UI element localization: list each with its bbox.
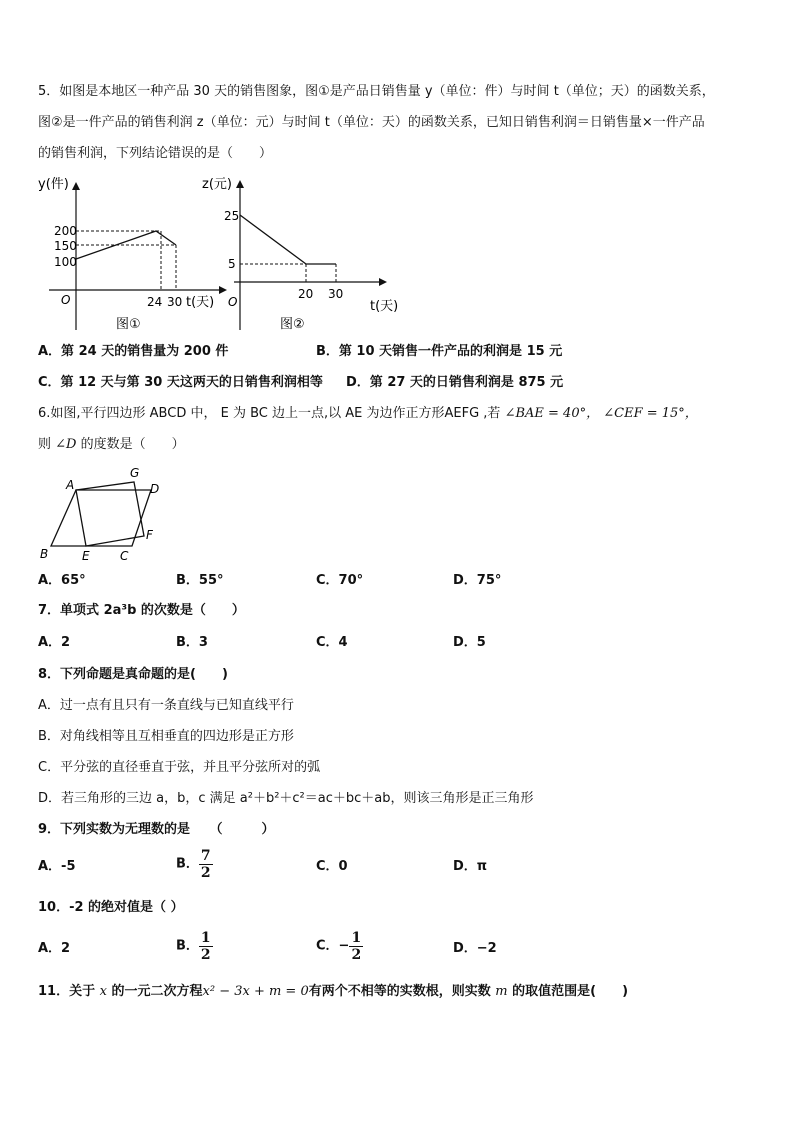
fraction-numerator: 7 bbox=[200, 848, 211, 864]
chart2-ytick-25: 25 bbox=[224, 209, 240, 223]
label-f: F bbox=[146, 528, 153, 542]
label-c: C bbox=[120, 549, 129, 563]
q5-option-a: A．第 24 天的销售量为 200 件 bbox=[38, 344, 229, 359]
q6-option-a: A．65° bbox=[38, 573, 86, 588]
q8-stem: 8．下列命题是真命题的是( ) bbox=[38, 667, 228, 682]
chart2-origin: O bbox=[228, 295, 238, 309]
q11-text-b: 的一元二次方程 bbox=[111, 984, 203, 999]
chart1-caption: 图① bbox=[116, 317, 141, 332]
q9-option-b-fraction bbox=[199, 848, 213, 881]
chart2-ytick-5: 5 bbox=[228, 257, 236, 271]
chart1 bbox=[38, 177, 227, 332]
q7-stem: 7．单项式 2a³b 的次数是（ ） bbox=[38, 603, 245, 618]
q5-stem-line3: 的销售利润，下列结论错误的是（ ） bbox=[38, 146, 273, 161]
q6-stem-text: 6.如图,平行四边形 ABCD 中， E 为 BC 边上一点,以 AE 为边作正方形AEFG ,若 bbox=[38, 406, 501, 421]
q10-option-c bbox=[316, 930, 363, 963]
chart2-y-arrow bbox=[236, 180, 244, 188]
chart1-ylabel: y(件) bbox=[38, 177, 69, 192]
q7-option-b: B．3 bbox=[176, 635, 208, 650]
q6-angle-cef: ∠CEF = 15°， bbox=[603, 406, 698, 421]
label-a: A bbox=[66, 478, 75, 492]
q5-option-c: C．第 12 天与第 30 天这两天的日销售利润相等 bbox=[38, 375, 323, 390]
q6-figure bbox=[36, 464, 166, 564]
q10-option-b-label: B． bbox=[176, 938, 199, 954]
chart1-xtick-24: 24 bbox=[147, 295, 163, 309]
q8-option-c: C．平分弦的直径垂直于弦，并且平分弦所对的弧 bbox=[38, 760, 321, 775]
q11-stem bbox=[38, 982, 628, 1002]
q6-stem-line1 bbox=[38, 404, 698, 424]
chart1-ytick-150: 150 bbox=[54, 239, 77, 253]
q7-option-d: D．5 bbox=[453, 635, 486, 650]
q7-option-c: C．4 bbox=[316, 635, 348, 650]
q10-option-b-fraction bbox=[199, 930, 213, 963]
label-b: B bbox=[40, 547, 49, 561]
q8-option-a: A．过一点有且只有一条直线与已知直线平行 bbox=[38, 698, 294, 713]
chart2-xlabel: t(天) bbox=[370, 299, 399, 314]
q9-stem: 9．下列实数为无理数的是 （ ） bbox=[38, 822, 275, 837]
q6-stem-line2 bbox=[38, 435, 185, 455]
q6-option-b: B．55° bbox=[176, 573, 224, 588]
chart2-series-line bbox=[240, 215, 336, 264]
chart2-x-arrow bbox=[379, 278, 387, 286]
chart2-xtick-30: 30 bbox=[328, 287, 344, 301]
q11-equation: x² − 3x + m = 0 bbox=[202, 984, 309, 999]
q10-option-c-fraction bbox=[349, 930, 363, 963]
q5-option-d: D．第 27 天的日销售利润是 875 元 bbox=[346, 375, 564, 390]
q10-option-b bbox=[176, 930, 213, 963]
q11-var-m: m bbox=[495, 984, 508, 999]
q6-option-d: D．75° bbox=[453, 573, 502, 588]
chart2-caption: 图② bbox=[280, 317, 305, 332]
chart1-ytick-200: 200 bbox=[54, 224, 77, 238]
chart2 bbox=[202, 177, 398, 332]
chart1-origin: O bbox=[61, 293, 71, 307]
q10-option-a: A．2 bbox=[38, 941, 71, 956]
fraction-denominator: 2 bbox=[200, 865, 211, 881]
q5-option-b: B．第 10 天销售一件产品的利润是 15 元 bbox=[316, 344, 563, 359]
q6-stem-text3: 的度数是（ ） bbox=[80, 437, 185, 452]
q5-figure bbox=[34, 170, 414, 335]
chart2-ylabel: z(元) bbox=[202, 177, 232, 192]
fraction-numerator: 1 bbox=[200, 930, 211, 946]
q9-option-b bbox=[176, 848, 213, 881]
q8-option-b: B．对角线相等且互相垂直的四边形是正方形 bbox=[38, 729, 294, 744]
q10-option-d: D．−2 bbox=[453, 941, 497, 956]
q11-text-d: 的取值范围是( ) bbox=[512, 984, 629, 999]
q6-option-c: C．70° bbox=[316, 573, 364, 588]
q10-stem: 10．-2 的绝对值是（ ） bbox=[38, 900, 184, 915]
fraction-numerator: 1 bbox=[351, 930, 362, 946]
chart2-xtick-20: 20 bbox=[298, 287, 314, 301]
label-g: G bbox=[130, 466, 140, 480]
q6-angle-bae: ∠BAE = 40°， bbox=[504, 406, 600, 421]
q8-option-d: D．若三角形的三边 a，b，c 满足 a²＋b²＋c²＝ac＋bc＋ab，则该三角形是正三角形 bbox=[38, 791, 534, 806]
q11-var-x: x bbox=[99, 984, 107, 999]
q9-option-d: D．π bbox=[453, 859, 488, 874]
chart1-xlabel: t(天) bbox=[186, 295, 215, 310]
q5-stem-line1: 5．如图是本地区一种产品 30 天的销售图象，图①是产品日销售量 y（单位：件）与时间 t（单位；天）的函数关系， bbox=[38, 84, 715, 99]
q9-option-b-label: B． bbox=[176, 856, 199, 872]
q7-option-a: A．2 bbox=[38, 635, 71, 650]
chart1-xtick-30: 30 bbox=[167, 295, 183, 309]
chart1-y-arrow bbox=[72, 182, 80, 190]
q11-text-c: 有两个不相等的实数根，则实数 bbox=[308, 984, 491, 999]
q5-stem-line2: 图②是一件产品的销售利润 z（单位：元）与时间 t（单位：天）的函数关系，已知日销售利润＝日销售量×一件产品 bbox=[38, 115, 705, 130]
chart1-ytick-100: 100 bbox=[54, 255, 77, 269]
label-d: D bbox=[150, 482, 160, 496]
chart1-x-arrow bbox=[219, 286, 227, 294]
q11-text-a: 11．关于 bbox=[38, 984, 96, 999]
q10-option-c-label: C．− bbox=[316, 938, 350, 954]
fraction-denominator: 2 bbox=[351, 947, 362, 963]
fraction-denominator: 2 bbox=[200, 947, 211, 963]
q6-stem-text2: 则 bbox=[38, 437, 52, 452]
square-aefg bbox=[76, 482, 144, 546]
q9-option-c: C．0 bbox=[316, 859, 348, 874]
q6-angle-d: ∠D bbox=[55, 437, 77, 452]
label-e: E bbox=[82, 549, 90, 563]
q9-option-a: A．-5 bbox=[38, 859, 76, 874]
